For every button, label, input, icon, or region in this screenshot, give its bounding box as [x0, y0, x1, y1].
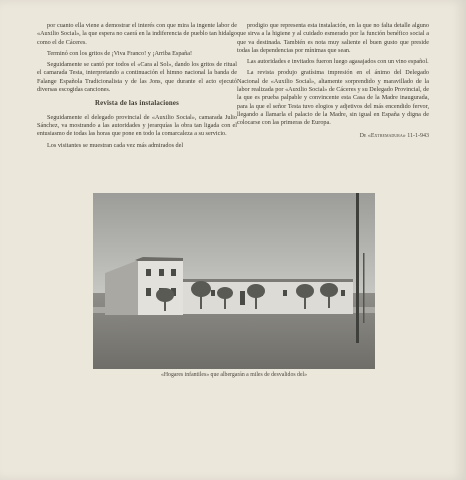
left-paragraph-5: Los visitantes se muestran cada vez más admirados del: [47, 141, 184, 149]
building-photo: [93, 193, 375, 369]
right-paragraph-3: La revista produjo gratísima impresión en el ánimo del Delegado Nacional de «Auxilio Social», altamente sorprendido y maravillado de la labor realizada por «Auxilio Social» de Cáceres y su Delegado Provincial, de la que es prueba palpable y convincente esta Casa de la Madre inaugurada, para la que el señor Testa tuvo elogios y adjetivos del más encendido fervor, llegando a llamarla el palacio de la Madre, sin igual en España y digna de colocarse con las primeras de Europa.: [237, 69, 429, 127]
right-paragraph-2: Las autoridades e invitados fueron luego agasajados con un vino español.: [247, 58, 429, 66]
source-citation: De «Extremadura» 11-1-943: [359, 132, 429, 139]
left-column: [37, 22, 237, 153]
building-photo-illustration: [93, 193, 375, 369]
left-paragraph-2: Terminó con los gritos de ¡Viva Franco! y ¡Arriba España!: [47, 49, 193, 57]
photo-caption: «Hogares infantiles» que albergarán a miles de desvalidos del»: [160, 372, 308, 378]
left-paragraph-3: Seguidamente se cantó por todos el «Cara al Sol», dando los gritos de ritual el camarada Testa, interpretando a continuación el himno nacional la banda de Falange Española Tradicionalista y de las Jons, que durante el acto ejecutó diversas escogidas canciones.: [37, 61, 237, 94]
section-heading: Revista de las instalaciones: [95, 100, 179, 108]
right-paragraph-1: prodigio que representa esta instalación, en la que no falta detalle alguno que sirva a la higiene y al cuidado esmerado por la función benéfico social a que va destinada. También es nota muy saliente el buen gusto que preside todas las dependencias por mínimas que sean.: [237, 22, 429, 54]
left-paragraph-4: Seguidamente el delegado provincial de «Auxilio Social», camarada Julio Sánchez, va mostrando a las autoridades y jerarquías la obra tan ligada con el entusiasmo de todas las horas que pone en todo la comarcaleza a su servicio.: [37, 113, 237, 138]
telegraph-pole: [356, 193, 359, 343]
right-column: [237, 22, 429, 140]
left-paragraph-1: por cuanto ella viene a demostrar el interés con que mira la ingente labor de «Auxilio Social», la que espera no caerá en la indiferencia de pueblo tan hidalgo como el de Cáceres.: [37, 22, 237, 46]
